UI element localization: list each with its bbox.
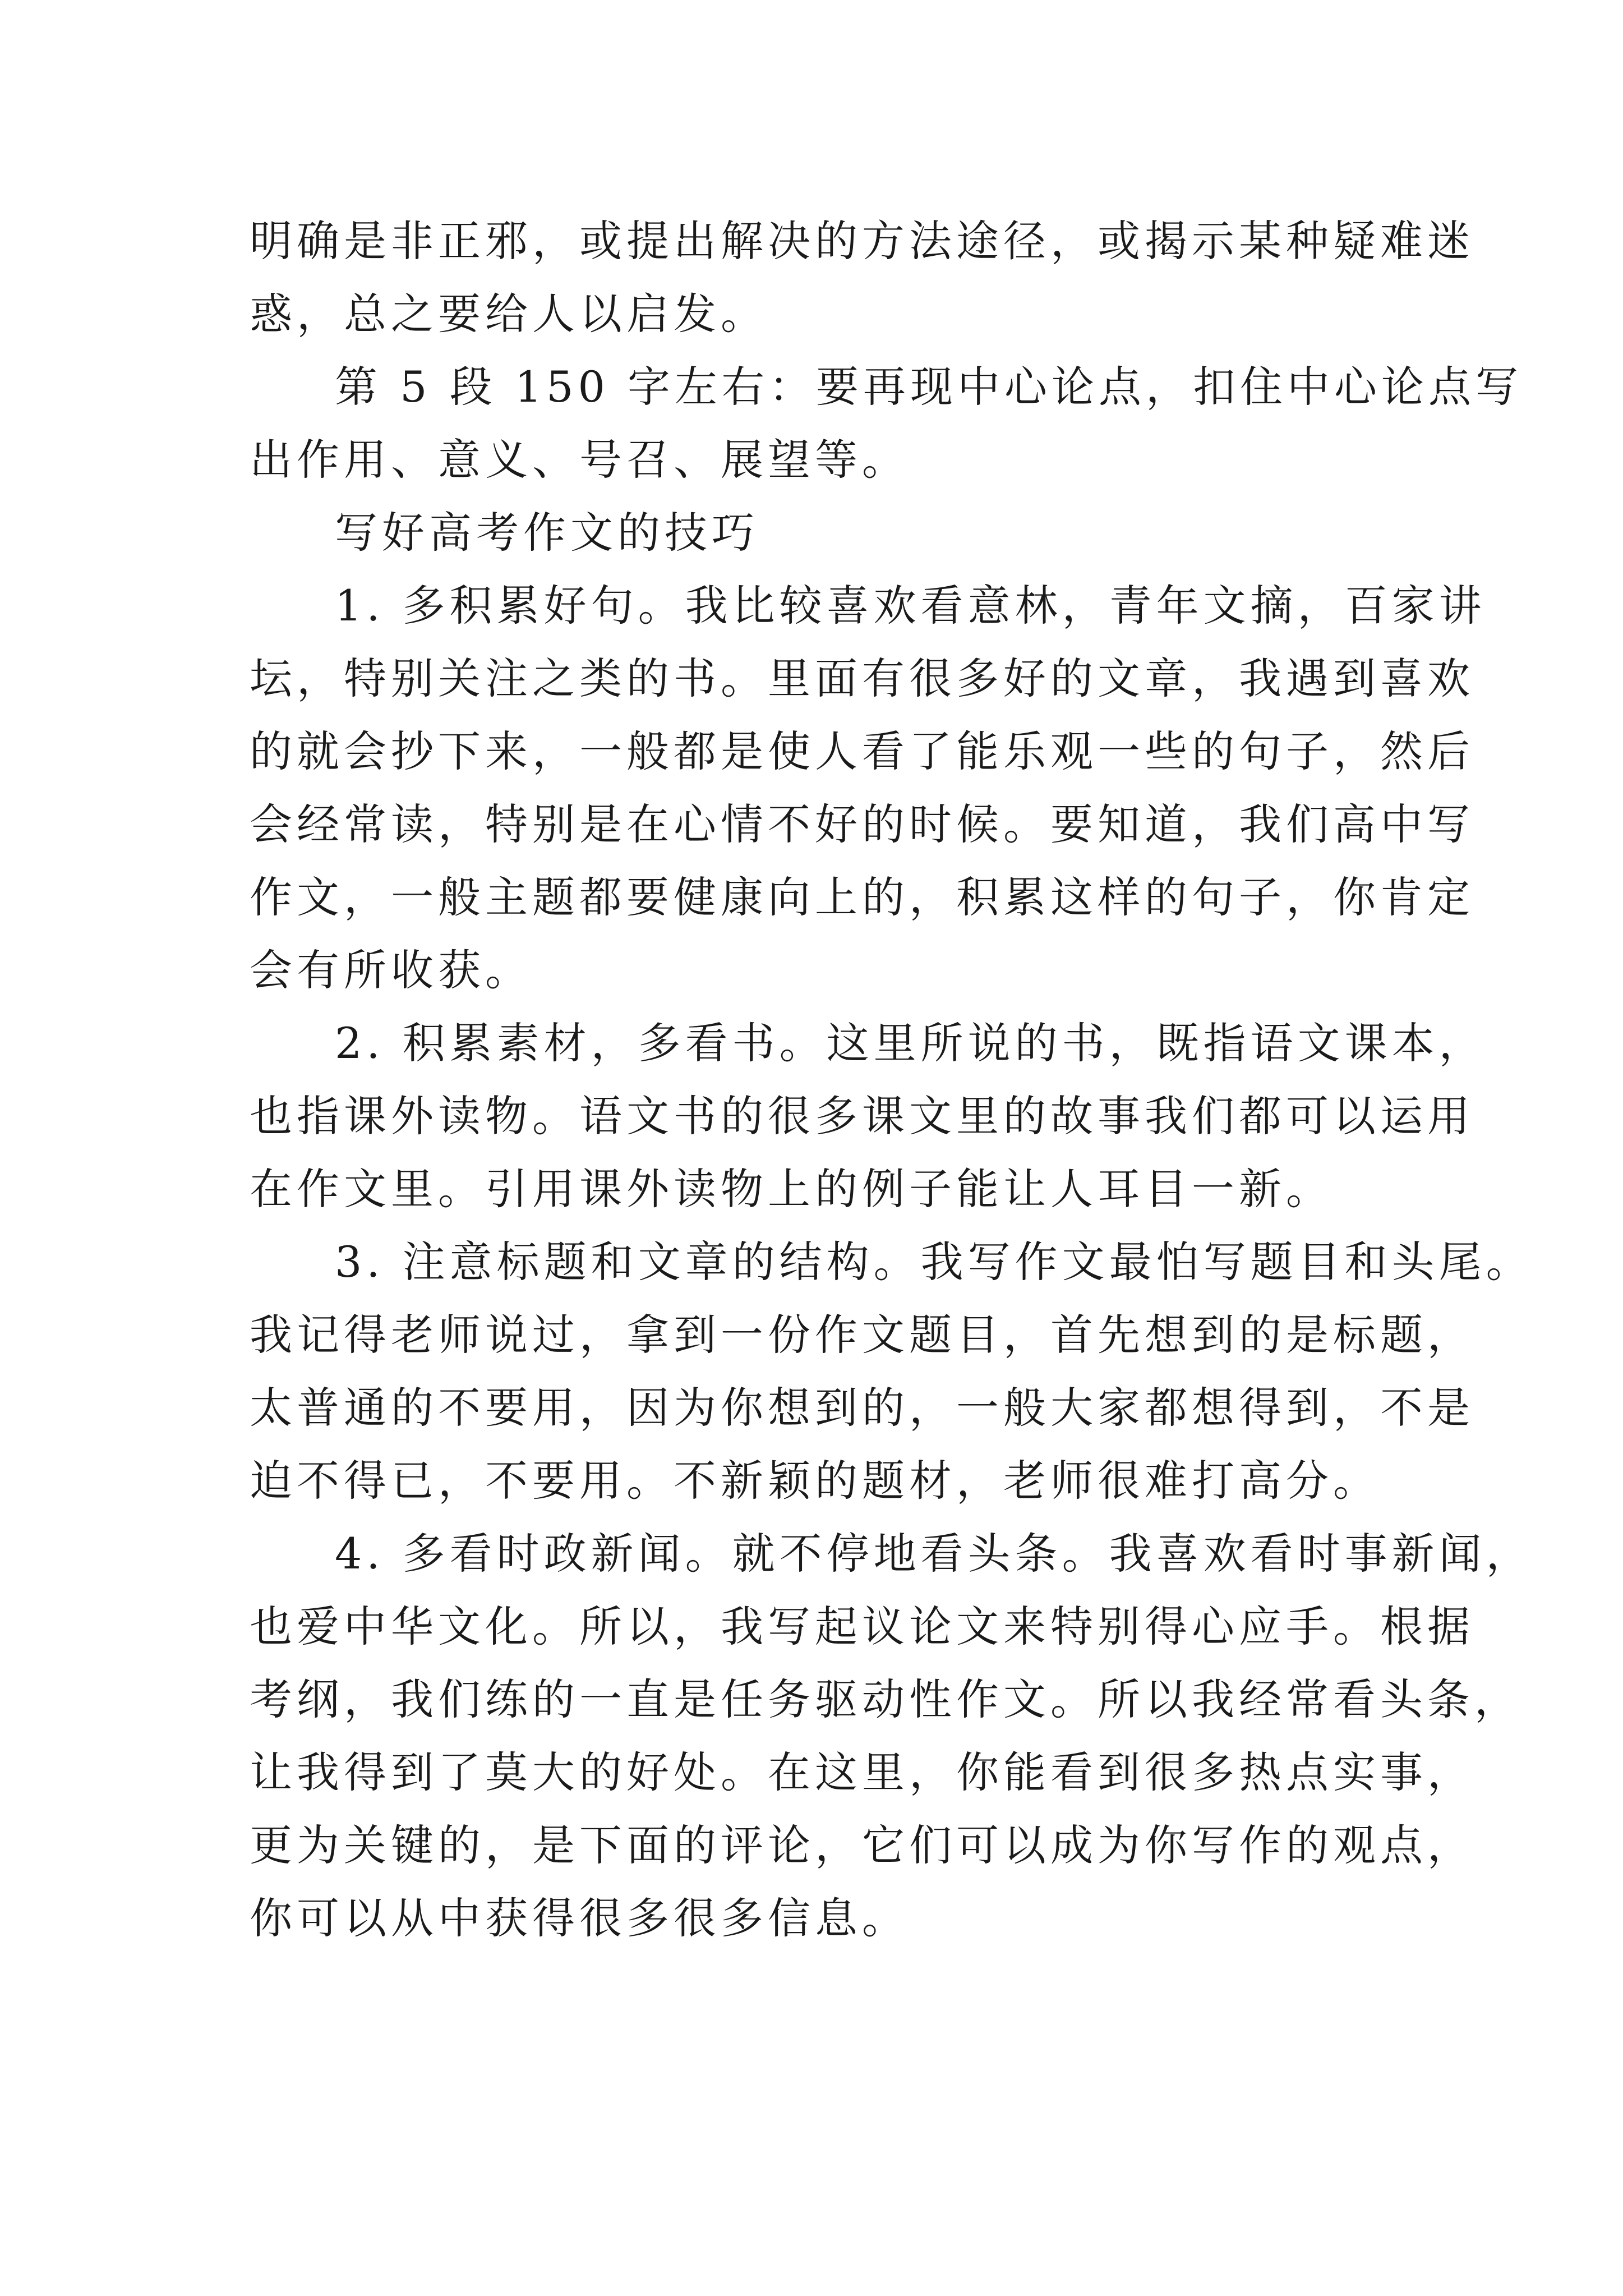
text-line: 迫不得已，不要用。不新颖的题材，老师很难打高分。	[250, 1456, 1380, 1506]
text-line: 你可以从中获得很多很多信息。	[250, 1893, 909, 1943]
heading-text: 写好高考作文的技巧	[335, 508, 759, 558]
text-line: 第 5 段 150 字左右：要再现中心论点，扣住中心论点写	[335, 362, 1523, 412]
text-line: 作文，一般主题都要健康向上的，积累这样的句子，你肯定	[250, 872, 1474, 922]
text-line: 明确是非正邪，或提出解决的方法途径，或揭示某种疑难迷	[250, 216, 1474, 266]
text-line: 会有所收获。	[250, 945, 532, 995]
text-line: 让我得到了莫大的好处。在这里，你能看到很多热点实事，	[250, 1747, 1474, 1797]
text-line: 惑，总之要给人以启发。	[250, 289, 768, 339]
text-line: 出作用、意义、号召、展望等。	[250, 435, 909, 485]
text-line: 会经常读，特别是在心情不好的时候。要知道，我们高中写	[250, 799, 1474, 849]
text-line: 我记得老师说过，拿到一份作文题目，首先想到的是标题，	[250, 1310, 1474, 1360]
text-line: 的就会抄下来，一般都是使人看了能乐观一些的句子，然后	[250, 726, 1474, 776]
paragraph-1	[250, 205, 1474, 351]
text-line: 1. 多积累好句。我比较喜欢看意林，青年文摘，百家讲	[335, 581, 1486, 631]
text-line: 也指课外读物。语文书的很多课文里的故事我们都可以运用	[250, 1091, 1474, 1141]
text-line: 太普通的不要用，因为你想到的，一般大家都想得到，不是	[250, 1383, 1474, 1433]
paragraph-tip-2	[250, 1007, 1486, 1226]
text-line: 4. 多看时政新闻。就不停地看头条。我喜欢看时事新闻，	[335, 1529, 1533, 1579]
text-line: 坛，特别关注之类的书。里面有很多好的文章，我遇到喜欢	[250, 654, 1474, 703]
text-line: 考纲，我们练的一直是任务驱动性作文。所以我经常看头条，	[250, 1674, 1521, 1724]
text-line: 在作文里。引用课外读物上的例子能让人耳目一新。	[250, 1164, 1333, 1214]
paragraph-tip-4	[250, 1517, 1533, 1955]
text-line: 更为关键的，是下面的评论，它们可以成为你写作的观点，	[250, 1820, 1474, 1870]
section-heading	[250, 496, 1388, 569]
text-line: 2. 积累素材，多看书。这里所说的书，既指语文课本，	[335, 1018, 1486, 1068]
paragraph-2	[250, 351, 1523, 496]
text-line: 3. 注意标题和文章的结构。我写作文最怕写题目和头尾。	[335, 1237, 1533, 1287]
paragraph-tip-1	[250, 569, 1486, 1007]
document-page	[250, 205, 1533, 1955]
paragraph-tip-3	[250, 1226, 1533, 1517]
text-line: 也爱中华文化。所以，我写起议论文来特别得心应手。根据	[250, 1602, 1474, 1651]
